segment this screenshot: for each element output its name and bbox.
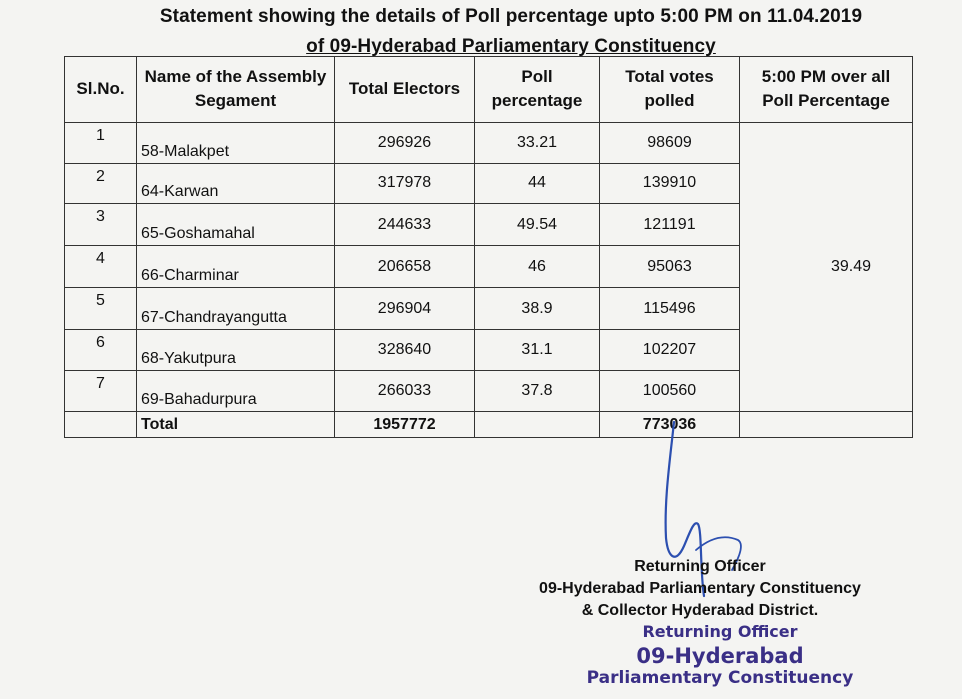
stamp-line-3: Parliamentary Constituency — [586, 668, 854, 688]
signatory-block — [500, 556, 900, 622]
row-electors: 296926 — [335, 122, 475, 163]
header-overall-line2: Poll Percentage — [762, 91, 890, 111]
row-votes: 115496 — [600, 288, 740, 330]
signatory-title: Returning Officer — [634, 558, 766, 575]
row-poll: 33.21 — [475, 122, 600, 163]
row-electors: 328640 — [335, 330, 475, 371]
overall-poll-percentage: 39.49 — [740, 122, 913, 412]
row-sl: 2 — [65, 163, 137, 204]
row-votes: 95063 — [600, 246, 740, 288]
header-electors: Total Electors — [335, 57, 475, 123]
row-name: 64-Karwan — [137, 163, 335, 204]
row-electors: 266033 — [335, 371, 475, 412]
row-sl: 7 — [65, 371, 137, 412]
header-sl: Sl.No. — [65, 57, 137, 123]
header-row — [65, 57, 913, 123]
table-row — [65, 122, 913, 163]
row-name: 58-Malakpet — [137, 122, 335, 163]
total-sl-empty — [65, 412, 137, 438]
row-sl: 1 — [65, 122, 137, 163]
row-electors: 317978 — [335, 163, 475, 204]
signatory-collector: & Collector Hyderabad District. — [581, 602, 819, 619]
row-electors: 296904 — [335, 288, 475, 330]
row-name: 67-Chandrayangutta — [137, 288, 335, 330]
total-electors: 1957772 — [335, 412, 475, 438]
total-votes: 773036 — [600, 412, 740, 438]
row-electors: 206658 — [335, 246, 475, 288]
row-votes: 139910 — [600, 163, 740, 204]
row-votes: 100560 — [600, 371, 740, 412]
row-sl: 3 — [65, 204, 137, 246]
row-sl: 6 — [65, 330, 137, 371]
header-overall — [740, 57, 913, 123]
header-poll — [475, 57, 600, 123]
row-poll: 37.8 — [475, 371, 600, 412]
total-row — [65, 412, 913, 438]
row-poll: 31.1 — [475, 330, 600, 371]
document-subtitle: of 09-Hyderabad Parliamentary Constituency — [306, 36, 716, 57]
row-poll: 44 — [475, 163, 600, 204]
row-poll: 46 — [475, 246, 600, 288]
total-poll-empty — [475, 412, 600, 438]
poll-table — [64, 56, 913, 438]
header-name — [137, 57, 335, 123]
signatory-constituency: 09-Hyderabad Parliamentary Constituency — [539, 580, 861, 597]
header-poll-line2: percentage — [491, 91, 583, 111]
row-name: 69-Bahadurpura — [137, 371, 335, 412]
header-name-line1: Name of the Assembly — [144, 67, 327, 87]
header-votes-line2: polled — [644, 91, 695, 111]
header-poll-line1: Poll — [521, 67, 553, 87]
row-electors: 244633 — [335, 204, 475, 246]
stamp-line-2: 09-Hyderabad — [636, 644, 804, 668]
row-votes: 121191 — [600, 204, 740, 246]
total-label: Total — [137, 412, 335, 438]
row-name: 65-Goshamahal — [137, 204, 335, 246]
row-poll: 49.54 — [475, 204, 600, 246]
row-votes: 98609 — [600, 122, 740, 163]
row-sl: 5 — [65, 288, 137, 330]
row-sl: 4 — [65, 246, 137, 288]
header-overall-line1: 5:00 PM over all — [761, 67, 891, 87]
stamp-line-1: Returning Officer — [642, 622, 798, 641]
row-votes: 102207 — [600, 330, 740, 371]
document-title: Statement showing the details of Poll percentage upto 5:00 PM on 11.04.2019 — [159, 6, 863, 27]
row-name: 68-Yakutpura — [137, 330, 335, 371]
row-name: 66-Charminar — [137, 246, 335, 288]
row-poll: 38.9 — [475, 288, 600, 330]
header-votes-line1: Total votes — [625, 67, 714, 87]
header-name-line2: Segament — [194, 91, 277, 111]
header-votes — [600, 57, 740, 123]
